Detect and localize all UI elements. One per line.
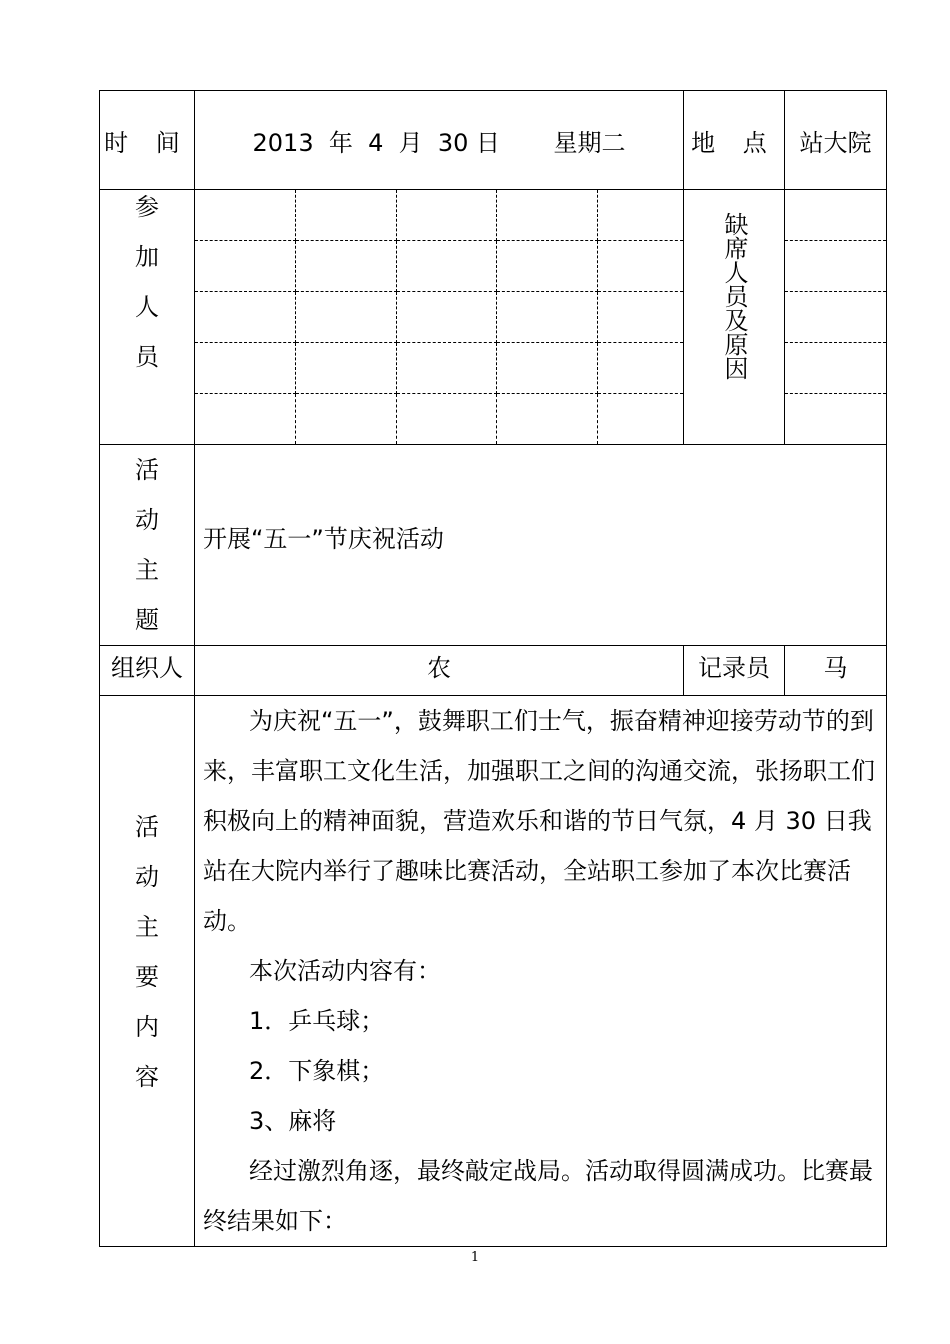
content-label-char: 主 [135,913,159,941]
content-label-char: 活 [135,813,159,841]
content-paragraph: 经过激烈角逐，最终敲定战局。活动取得圆满成功。比赛最终结果如下： [203,1157,873,1235]
content-label-char: 容 [135,1063,159,1091]
place-label: 地 点 [684,91,785,190]
absent-slot[interactable] [785,241,886,292]
participant-slot[interactable] [497,394,598,445]
absent-grid [785,190,886,444]
participant-slot[interactable] [195,241,296,292]
participant-slot[interactable] [195,190,296,241]
theme-label [100,445,195,646]
content-body [195,696,886,1246]
participant-slot[interactable] [396,292,497,343]
theme-label-char: 活 [135,456,159,484]
activity-record-table [99,90,887,1247]
date-text: 2013 年 4 月 30 日 星期二 [252,128,626,157]
theme-label-char: 主 [135,556,159,584]
time-place-row [100,91,887,190]
participant-slot[interactable] [396,394,497,445]
participants-label-char: 加 [135,243,159,271]
participant-slot[interactable] [598,343,684,394]
content-list-item: 1．乒乓球； [249,1007,385,1035]
date-value [195,91,684,190]
organizer-value: 农 [195,646,684,696]
participants-grid-cell [195,190,684,445]
recorder-value: 马 [785,646,887,696]
participant-slot[interactable] [296,241,397,292]
participant-slot[interactable] [598,394,684,445]
content-paragraph: 本次活动内容有： [249,957,441,985]
participant-slot[interactable] [296,343,397,394]
participant-slot[interactable] [497,292,598,343]
participant-slot[interactable] [497,190,598,241]
participant-slot[interactable] [296,292,397,343]
participant-slot[interactable] [497,241,598,292]
absent-label-cell [684,190,785,445]
participant-slot[interactable] [296,190,397,241]
participant-slot[interactable] [497,343,598,394]
participant-slot[interactable] [396,241,497,292]
theme-row [100,445,887,646]
participant-slot[interactable] [195,343,296,394]
participants-label-char: 人 [135,293,159,321]
place-value: 站大院 [785,91,887,190]
organizer-row [100,646,887,696]
content-label-char: 内 [135,1013,159,1041]
content-list-item: 2．下象棋； [249,1057,385,1085]
participant-slot[interactable] [598,190,684,241]
participants-label-char: 员 [135,343,159,371]
absent-slot[interactable] [785,343,886,394]
recorder-label: 记录员 [684,646,785,696]
participant-slot[interactable] [195,394,296,445]
content-paragraph: 为庆祝“五一”，鼓舞职工们士气，振奋精神迎接劳动节的到来，丰富职工文化生活，加强职工之间的沟通交流，张扬职工们积极向上的精神面貌，营造欢乐和谐的节日气氛，4 月 30 日我站在大院内举行了趣味比赛活动，全站职工参加了本次比赛活动。 [203,707,875,935]
absent-slot[interactable] [785,394,886,445]
content-label-char: 动 [135,863,159,891]
participant-slot[interactable] [598,292,684,343]
participants-label-char: 参 [135,193,159,221]
participants-row [100,190,887,445]
page-number: 1 [470,1250,480,1265]
content-body-cell [195,696,887,1247]
participant-slot[interactable] [396,190,497,241]
time-label: 时 间 [100,91,195,190]
content-label [100,696,195,1247]
absent-label: 缺席人员及原因 [720,212,748,380]
content-list-item: 3、麻将 [249,1107,337,1135]
absent-slot[interactable] [785,292,886,343]
organizer-label: 组织人 [100,646,195,696]
absent-slot[interactable] [785,190,886,241]
participants-label [100,190,195,445]
theme-label-char: 题 [135,606,159,634]
participant-slot[interactable] [195,292,296,343]
participants-grid [195,190,683,444]
content-label-char: 要 [135,963,159,991]
participant-slot[interactable] [396,343,497,394]
absent-grid-cell [785,190,887,445]
participant-slot[interactable] [296,394,397,445]
participant-slot[interactable] [598,241,684,292]
content-row [100,696,887,1247]
theme-label-char: 动 [135,506,159,534]
theme-value: 开展“五一”节庆祝活动 [195,445,887,646]
